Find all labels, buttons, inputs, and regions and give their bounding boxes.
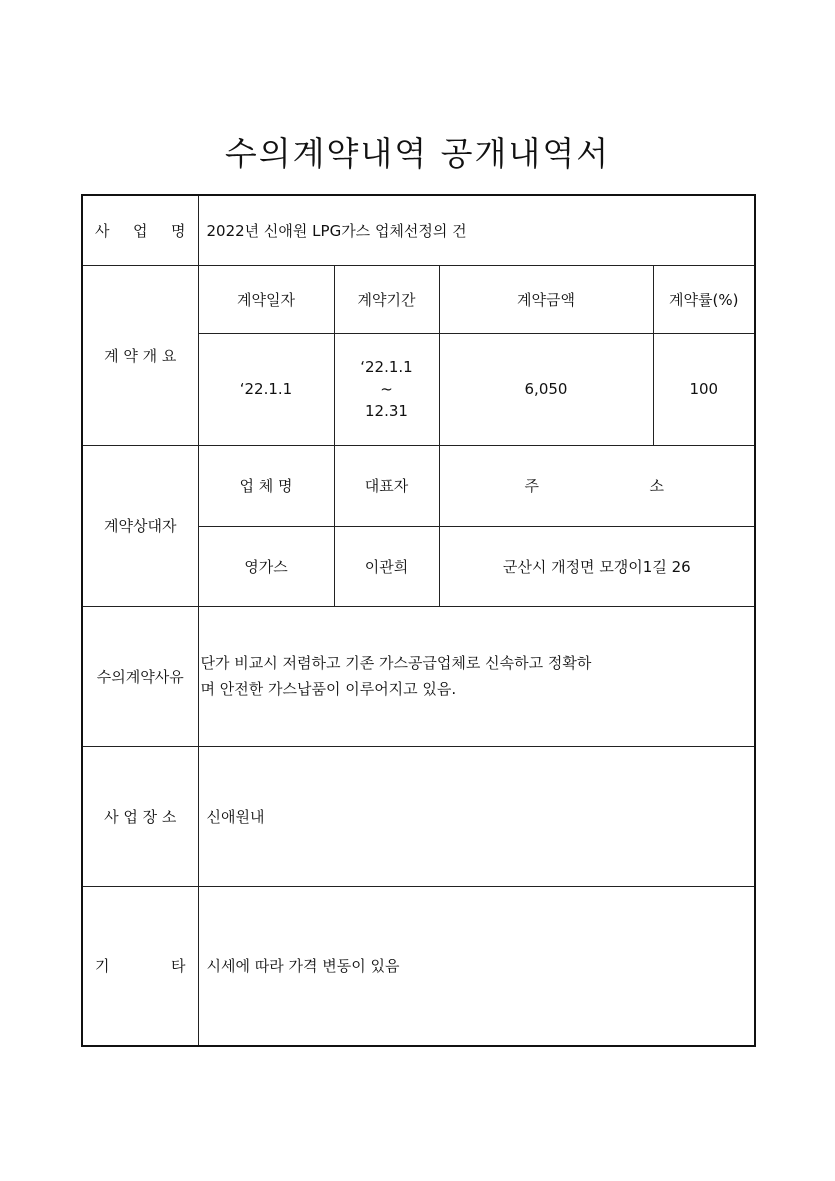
contract-date-header: 계약일자 <box>198 265 334 333</box>
contract-rate-value: 100 <box>653 333 755 445</box>
contract-period-value <box>334 333 439 445</box>
contract-period-header: 계약기간 <box>334 265 439 333</box>
counterparty-header-row <box>82 445 755 526</box>
company-header: 업 체 명 <box>198 445 334 526</box>
counterparty-label: 계약상대자 <box>82 445 198 606</box>
reason-value <box>198 606 755 746</box>
period-end: 12.31 <box>365 402 408 420</box>
period-start: ‘22.1.1 <box>360 358 413 376</box>
document-title: 수의계약내역 공개내역서 <box>224 134 611 173</box>
contract-disclosure-table <box>81 194 756 1047</box>
representative-header: 대표자 <box>334 445 439 526</box>
contract-amount-value: 6,050 <box>439 333 653 445</box>
reason-label: 수의계약사유 <box>82 606 198 746</box>
address-header: 주 소 <box>439 445 755 526</box>
reason-line-1: 단가 비교시 저렴하고 기존 가스공급업체로 신속하고 정확하 <box>200 654 592 672</box>
other-row <box>82 886 755 1046</box>
contract-rate-header: 계약률(%) <box>653 265 755 333</box>
other-value: 시세에 따라 가격 변동이 있음 <box>198 886 755 1046</box>
other-label: 기 타 <box>82 886 198 1046</box>
overview-header-row <box>82 265 755 333</box>
representative-value: 이관희 <box>334 526 439 606</box>
location-label: 사 업 장 소 <box>82 746 198 886</box>
contract-overview-label: 계 약 개 요 <box>82 265 198 445</box>
contract-amount-header: 계약금액 <box>439 265 653 333</box>
contract-date-value: ‘22.1.1 <box>198 333 334 445</box>
period-separator: ~ <box>380 380 393 398</box>
business-name-row <box>82 195 755 265</box>
reason-line-2: 며 안전한 가스납품이 이루어지고 있음. <box>200 680 457 698</box>
address-value: 군산시 개정면 모갱이1길 26 <box>439 526 755 606</box>
business-name-value: 2022년 신애원 LPG가스 업체선정의 건 <box>198 195 755 265</box>
business-name-label: 사 업 명 <box>82 195 198 265</box>
location-value: 신애원내 <box>198 746 755 886</box>
location-row <box>82 746 755 886</box>
reason-row <box>82 606 755 746</box>
company-value: 영가스 <box>198 526 334 606</box>
